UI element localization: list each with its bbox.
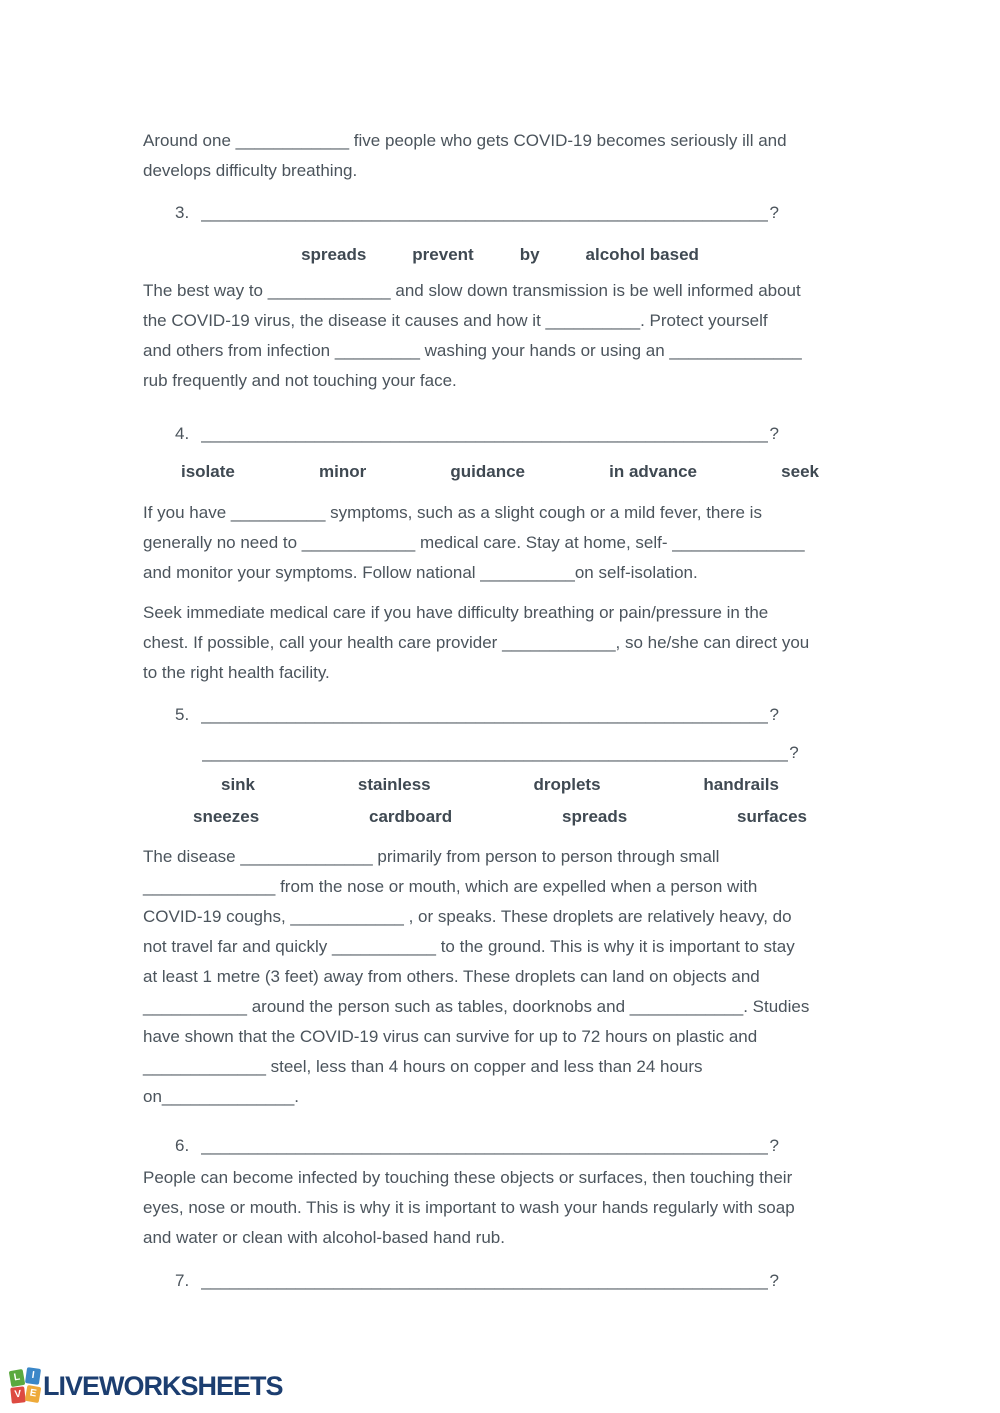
wordbank-q3 [143, 240, 857, 270]
paragraph-intro [143, 126, 857, 186]
paragraph-line: People can become infected by touching these objects or surfaces, then touching their [143, 1168, 793, 1187]
question-mark: ? [769, 424, 779, 443]
question-mark: ? [789, 743, 799, 762]
paragraph-seek-care [143, 598, 857, 688]
liveworksheets-icon [10, 1368, 41, 1404]
paragraph-line: _____________ steel, less than 4 hours on copper and less than 24 hours [143, 1057, 703, 1076]
wordbank-word: guidance [450, 462, 525, 481]
paragraph-line: on______________. [143, 1087, 299, 1106]
question-mark: ? [769, 705, 779, 724]
paragraph-line: Seek immediate medical care if you have difficulty breathing or pain/pressure in the [143, 603, 769, 622]
wordbank-word: cardboard [369, 807, 453, 826]
paragraph-spreads [143, 842, 857, 1112]
paragraph-line: at least 1 metre (3 feet) away from others. These droplets can land on objects and [143, 967, 760, 986]
question-4-number: 4. [175, 424, 190, 443]
paragraph-line: rub frequently and not touching your face. [143, 371, 457, 390]
question-6-number: 6. [175, 1136, 190, 1155]
paragraph-line: have shown that the COVID-19 virus can survive for up to 72 hours on plastic and [143, 1027, 758, 1046]
question-5-row [143, 700, 857, 730]
wordbank-word: isolate [181, 462, 235, 481]
paragraph-line: and others from infection _________ washing your hands or using an ______________ [143, 341, 802, 360]
wordbank-q4 [143, 457, 857, 487]
question-5-number: 5. [175, 705, 190, 724]
answer-line-q7[interactable]: ____________________________________________________________ [201, 1271, 769, 1290]
answer-line-q5b[interactable]: ______________________________________________________________ [202, 743, 789, 762]
paragraph-line: eyes, nose or mouth. This is why it is important to wash your hands regularly with soap [143, 1198, 795, 1217]
paragraph-line: COVID-19 coughs, ____________ , or speaks. These droplets are relatively heavy, do [143, 907, 792, 926]
worksheet-content [143, 0, 857, 1296]
wordbank-word: handrails [703, 775, 779, 794]
wordbank-word: spreads [301, 245, 367, 264]
liveworksheets-logo-text: LIVEWORKSHEETS [43, 1370, 283, 1401]
question-7-row [143, 1266, 857, 1296]
wordbank-word: surfaces [737, 807, 807, 826]
wordbank-word: droplets [533, 775, 601, 794]
paragraph-line: and monitor your symptoms. Follow national __________on self-isolation. [143, 563, 698, 582]
wordbank-word: prevent [412, 245, 474, 264]
question-mark: ? [769, 203, 779, 222]
paragraph-line: Around one ____________ five people who gets COVID-19 becomes seriously ill and [143, 131, 787, 150]
wordbank-word: sink [221, 775, 256, 794]
logo-tile-2: I [25, 1367, 41, 1385]
wordbank-word: minor [319, 462, 367, 481]
paragraph-line: and water or clean with alcohol-based hand rub. [143, 1228, 505, 1247]
question-mark: ? [769, 1271, 779, 1290]
liveworksheets-logo[interactable] [10, 1368, 283, 1404]
logo-tile-4: E [25, 1385, 42, 1403]
question-3-number: 3. [175, 203, 190, 222]
question-4-row [143, 419, 857, 449]
wordbank-q5-row2 [143, 802, 857, 832]
wordbank-word: stainless [357, 775, 431, 794]
wordbank-word: alcohol based [585, 245, 699, 264]
answer-line-q6[interactable]: ____________________________________________________________ [201, 1136, 769, 1155]
paragraph-line: not travel far and quickly ___________ to the ground. This is why it is important to stay [143, 937, 795, 956]
answer-line-q3[interactable]: ____________________________________________________________ [201, 203, 769, 222]
paragraph-line: chest. If possible, call your health care provider ____________, so he/she can direct you [143, 633, 810, 652]
paragraph-line: generally no need to ____________ medical care. Stay at home, self- ______________ [143, 533, 805, 552]
wordbank-word: by [519, 245, 540, 264]
answer-line-q4[interactable]: ____________________________________________________________ [201, 424, 769, 443]
question-7-number: 7. [175, 1271, 190, 1290]
wordbank-word: seek [781, 462, 819, 481]
paragraph-line: The best way to _____________ and slow down transmission is be well informed about [143, 281, 801, 300]
answer-line-q5a[interactable]: ____________________________________________________________ [201, 705, 769, 724]
question-3-row [143, 198, 857, 228]
paragraph-line: If you have __________ symptoms, such as a slight cough or a mild fever, there is [143, 503, 762, 522]
paragraph-symptoms [143, 498, 857, 588]
paragraph-infected [143, 1163, 857, 1253]
wordbank-word: sneezes [193, 807, 260, 826]
wordbank-word: spreads [562, 807, 628, 826]
question-6-row [143, 1131, 857, 1161]
paragraph-line: ______________ from the nose or mouth, which are expelled when a person with [143, 877, 758, 896]
paragraph-line: ___________ around the person such as tables, doorknobs and ____________. Studies [143, 997, 810, 1016]
question-mark: ? [769, 1136, 779, 1155]
wordbank-q5-row1 [143, 770, 857, 800]
paragraph-line: The disease ______________ primarily from person to person through small [143, 847, 720, 866]
logo-tile-1: L [9, 1369, 26, 1387]
paragraph-prevent [143, 276, 857, 396]
logo-tile-3: V [10, 1386, 26, 1403]
paragraph-line: to the right health facility. [143, 663, 330, 682]
paragraph-line: develops difficulty breathing. [143, 161, 358, 180]
paragraph-line: the COVID-19 virus, the disease it causes and how it __________. Protect yourself [143, 311, 768, 330]
wordbank-word: in advance [609, 462, 698, 481]
question-5-row-continued [143, 738, 857, 768]
